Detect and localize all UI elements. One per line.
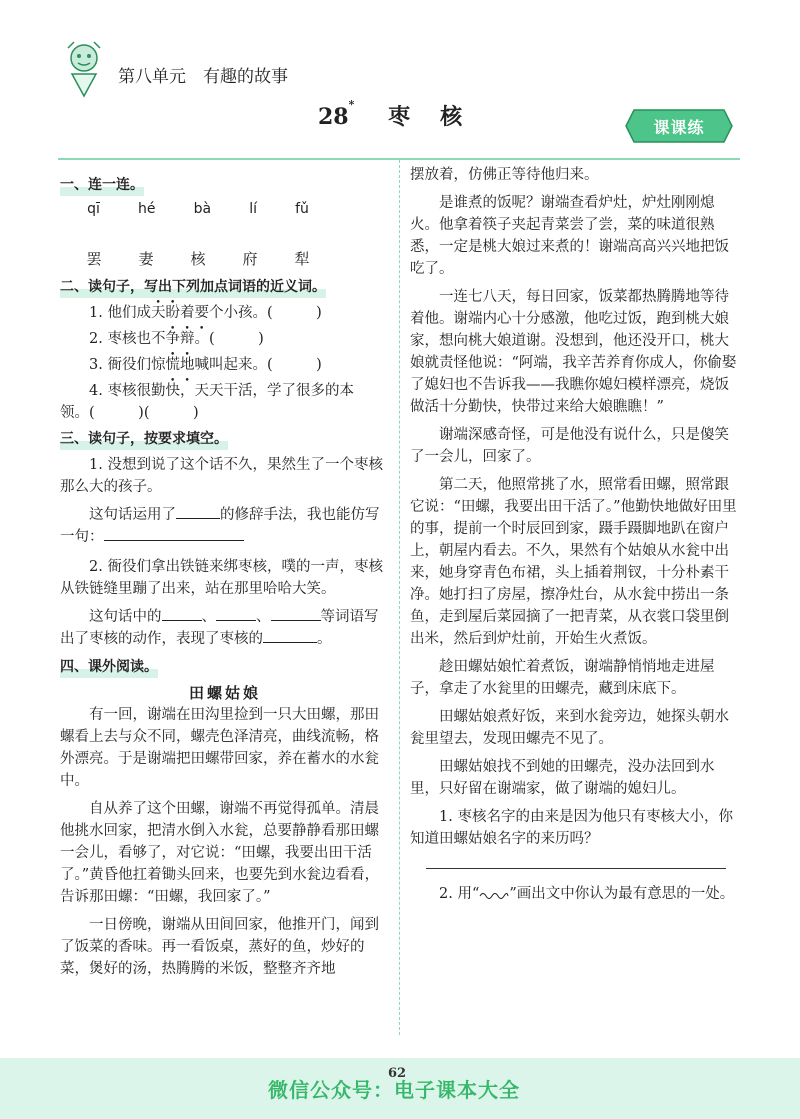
dotted-word bbox=[151, 383, 180, 399]
story-paragraph: 自从养了这个田螺，谢端不再觉得孤单。清晨他挑水回家，把清水倒入水瓮，总要静静看那田螺一会儿，看够了，对它说：“田螺，我要出田干活了。”黄昏他扛着锄头回来，也要先到水瓮边看看，告诉那田螺：“田螺，我回家了。” bbox=[60, 801, 380, 905]
answer-blank[interactable] bbox=[271, 620, 321, 621]
wechat-watermark: 微信公众号：电子课本大全 bbox=[268, 1078, 520, 1102]
story-paragraph: 趁田螺姑娘忙着煮饭，谢端静悄悄地走进屋子，拿走了水瓮里的田螺壳，藏到床底下。 bbox=[410, 659, 715, 697]
lesson-heading bbox=[318, 100, 492, 131]
question-2-4: 4. 枣核很勤快，天天干活，学了很多的本 bbox=[89, 383, 354, 399]
section-3-heading: 三、读句子，按要求填空。 bbox=[60, 428, 228, 450]
answer-blank[interactable] bbox=[104, 540, 244, 541]
hanzi-item: 府 bbox=[242, 250, 258, 268]
pinyin-item: qī bbox=[87, 201, 100, 217]
question-2-3: 3. 衙役们惊慌地喊叫起来。( ) bbox=[89, 357, 322, 373]
pinyin-item: hé bbox=[137, 201, 156, 217]
unit-mascot-logo bbox=[60, 38, 108, 100]
question-3-2: 2. 衙役们拿出铁链来绑枣核，噗的一声，枣核从铁链缝里蹦了出来，站在那里哈哈大笑。 bbox=[60, 559, 383, 597]
story-paragraph: 田螺姑娘煮好饭，来到水瓮旁边，她探头朝水瓮里望去，发现田螺壳不见了。 bbox=[410, 709, 729, 747]
pinyin-row bbox=[68, 198, 328, 220]
hanzi-item: 核 bbox=[190, 250, 206, 268]
story-title: 田螺姑娘 bbox=[188, 684, 261, 702]
question-3-2-task: 这句话中的 、 、 等词语写出了枣核的动作，表现了枣核的 。 bbox=[60, 609, 379, 647]
dotted-char: 不 bbox=[150, 331, 166, 347]
story-paragraph: 田螺姑娘找不到她的田螺壳，没办法回到水里，只好留在谢端家，做了谢端的媳妇儿。 bbox=[410, 759, 715, 797]
answer-blank[interactable] bbox=[263, 642, 317, 643]
dotted-char: 惊 bbox=[150, 357, 166, 373]
dotted-char: 快 bbox=[165, 383, 180, 399]
lesson-number: 28 bbox=[318, 104, 349, 130]
question-2-4-cont: 领。( )( ) bbox=[60, 405, 199, 421]
question-2-2: 2. 枣核也不争辩。( ) bbox=[89, 331, 264, 347]
question-3-1: 1. 没想到说了这个话不久，果然生了一个枣核那么大的孩子。 bbox=[60, 457, 383, 495]
section-4-heading: 四、课外阅读。 bbox=[60, 656, 158, 678]
hanzi-item: 罢 bbox=[86, 250, 102, 268]
answer-blank[interactable] bbox=[162, 620, 202, 621]
pinyin-item: bà bbox=[193, 201, 212, 217]
left-column bbox=[60, 174, 390, 980]
dotted-char: 天 bbox=[150, 305, 166, 321]
unit-title: 第八单元 有趣的故事 bbox=[118, 67, 288, 87]
hanzi-item: 妻 bbox=[138, 250, 154, 268]
story-paragraph: 一连七八天，每日回家，饭菜都热腾腾地等待着他。谢端内心十分感激，他吃过饭，跑到桃大娘家，想向桃大娘道谢。没想到，他还没开口，桃大娘就责怪他说：“阿端，我辛苦养育你成人，你偷娶了媳妇也不告诉我——我瞧你媳妇模样漂亮，烧饭做活十分勤快，快带过来给大娘瞧瞧！” bbox=[410, 289, 737, 415]
story-paragraph: 有一回，谢端在田沟里捡到一只大田螺，那田螺看上去与众不同，螺壳色泽清亮，曲线流畅，格外漂亮。于是谢端把田螺带回家，养在蓄水的水瓮中。 bbox=[60, 707, 379, 789]
lesson-title: 枣核 bbox=[388, 104, 493, 130]
story-paragraph: 是谁煮的饭呢？谢端查看炉灶，炉灶刚刚熄火。他拿着筷子夹起青菜尝了尝，菜的味道很熟悉，一定是桃大娘过来煮的！谢端高高兴兴地把饭吃了。 bbox=[410, 195, 729, 277]
dotted-char: 辩 bbox=[179, 331, 195, 347]
answer-line[interactable] bbox=[426, 868, 726, 869]
dotted-char: 慌 bbox=[165, 357, 180, 373]
reading-question-2: 2. 用“ ”画出文中你认为最有意思的一处。 bbox=[439, 886, 735, 902]
question-2-1: 1. 他们成天盼着要个小孩。( ) bbox=[89, 305, 322, 321]
section-1-heading: 一、连一连。 bbox=[60, 174, 144, 196]
practice-badge bbox=[624, 108, 734, 144]
story-paragraph: 谢端深感奇怪，可是他没有说什么，只是傻笑了一会儿，回家了。 bbox=[410, 427, 729, 465]
dotted-char: 争 bbox=[165, 331, 180, 347]
hanzi-row bbox=[68, 248, 328, 270]
page-number: 62 bbox=[388, 1066, 407, 1081]
right-column bbox=[410, 164, 742, 905]
answer-blank[interactable] bbox=[176, 518, 220, 519]
answer-blank[interactable] bbox=[216, 620, 256, 621]
pinyin-item: lí bbox=[249, 201, 257, 217]
story-paragraph: 一日傍晚，谢端从田间回家，他推开门，闻到了饭菜的香味。再一看饭桌，蒸好的鱼，炒好的菜，煲好的汤，热腾腾的米饭，整整齐齐地 bbox=[60, 917, 379, 977]
lesson-mark: * bbox=[348, 98, 355, 111]
story-paragraph: 第二天，他照常挑了水，照常看田螺，照常跟它说：“田螺，我要出田干活了。”他勤快地做好田里的事，提前一个时辰回到家，蹑手蹑脚地趴在窗户上，朝屋内看去。不久，果然有个姑娘从水瓮中出来，她身穿青色布裙，头上插着荆钗，十分朴素干净。她打扫了房屋，擦净灶台，从水瓮中捞出一条鱼，走到屋后菜园摘了一把青菜，从衣裳口袋里倒出米，然后到炉灶前，开始生火煮饭。 bbox=[410, 477, 737, 647]
pinyin-item: fǔ bbox=[295, 201, 309, 217]
column-divider bbox=[399, 160, 400, 1035]
dotted-char: 勤 bbox=[150, 383, 166, 399]
hanzi-item: 犁 bbox=[294, 250, 310, 268]
section-2-heading: 二、读句子，写出下列加点词语的近义词。 bbox=[60, 276, 326, 298]
story-paragraph-cont: 摆放着，仿佛正等待他归来。 bbox=[410, 167, 599, 183]
badge-label: 课课练 bbox=[653, 117, 705, 137]
reading-question-1: 1. 枣核名字的由来是因为他只有枣核大小，你知道田螺姑娘名字的来历吗？ bbox=[410, 809, 733, 847]
wavy-underline-icon bbox=[479, 889, 509, 899]
dotted-char: 成 bbox=[136, 305, 151, 321]
question-3-1-task: 这句话运用了 的修辞手法，我也能仿写一句： bbox=[60, 507, 380, 545]
